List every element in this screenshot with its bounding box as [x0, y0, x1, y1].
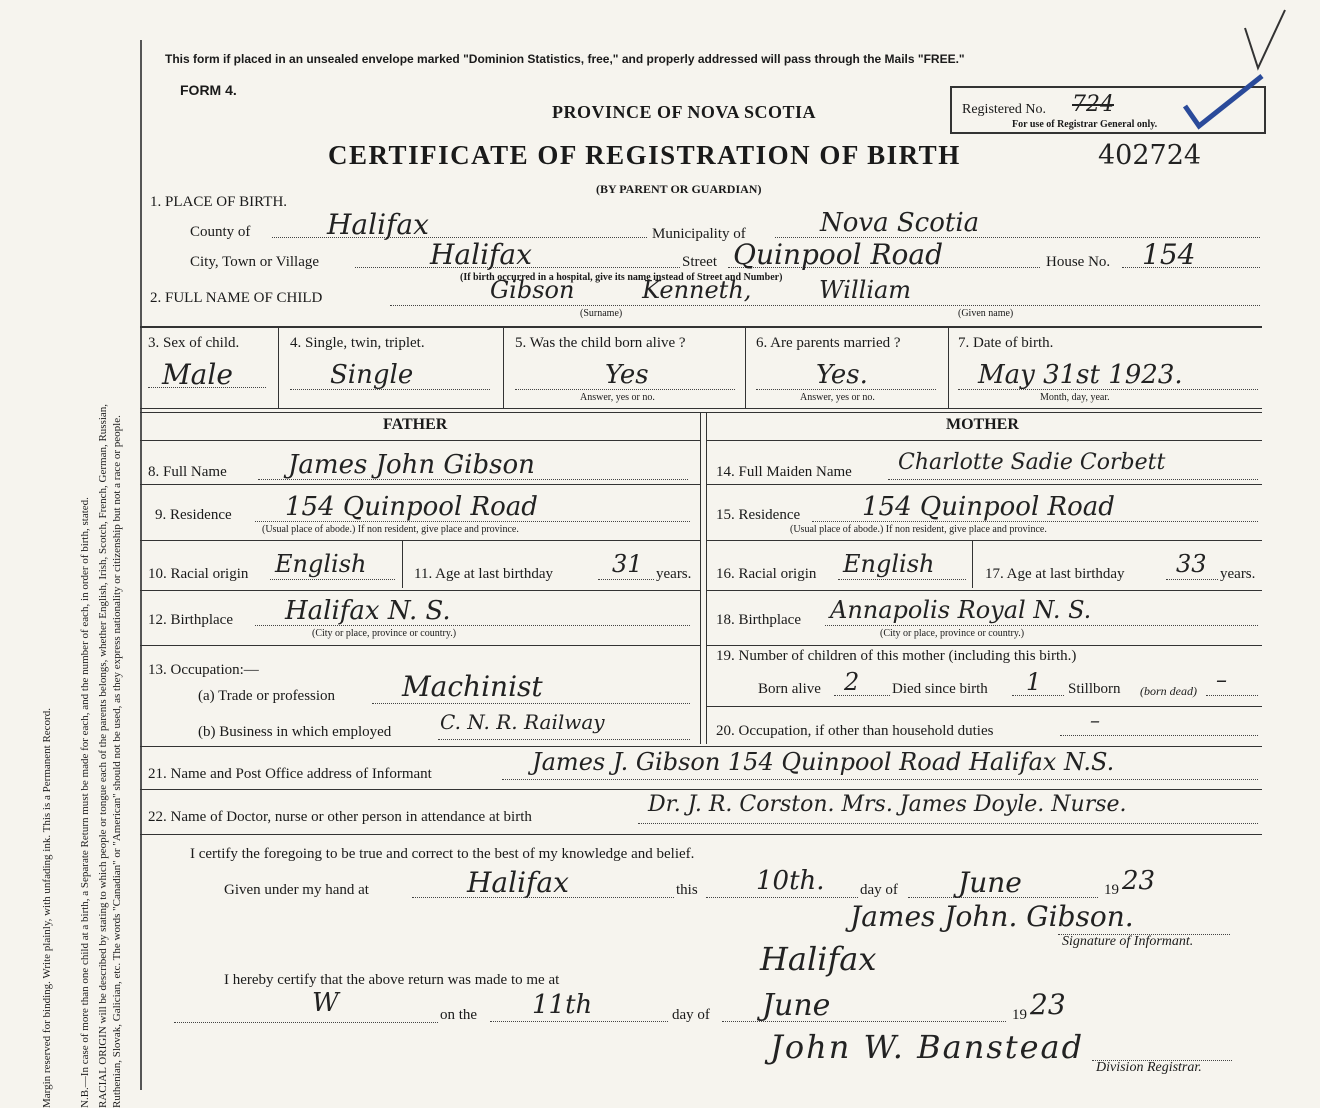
hospital-note: (If birth occurred in a hospital, give its name instead of Street and Number): [460, 272, 783, 283]
certify-dayof-label: day of: [860, 882, 898, 898]
divider: [140, 408, 1262, 409]
divider: [706, 484, 1262, 485]
margin-line-2: N.B.—In case of more than one child at a birth, a Separate Return must be made for each, and the number of each, in order of birth, stated.: [79, 497, 91, 1108]
mother-birthplace-value: Annapolis Royal N. S.: [825, 596, 1258, 626]
certify-statement: I certify the foregoing to be true and correct to the best of my knowledge and belief.: [190, 846, 695, 862]
born-alive-label: Born alive: [758, 681, 821, 697]
stillborn-note: (born dead): [1140, 684, 1197, 698]
registered-label: Registered No.: [962, 102, 1046, 117]
divider: [402, 540, 403, 588]
divider: [140, 440, 700, 441]
mail-notice: This form if placed in an unsealed envelope marked "Dominion Statistics, free," and properly addressed will pass through the Mails "FREE.": [165, 52, 965, 66]
divider: [706, 440, 1262, 441]
given-under-label: Given under my hand at: [224, 882, 369, 898]
street-label: Street: [682, 254, 717, 270]
registrar-year-prefix: 19: [1012, 1007, 1027, 1023]
divider: [140, 645, 700, 646]
divider: [706, 590, 1262, 591]
mother-race-label: 16. Racial origin: [716, 566, 817, 582]
signature-caption: Signature of Informant.: [1062, 934, 1194, 949]
single-label: 4. Single, twin, triplet.: [290, 335, 425, 351]
divider: [140, 590, 700, 591]
registrar-month: June: [722, 988, 1006, 1022]
mother-heading: MOTHER: [946, 416, 1019, 433]
mother-residence-label: 15. Residence: [716, 507, 801, 523]
margin-line-1: Margin reserved for binding. Write plainly, with unfading ink. This is a Permanent Record.: [41, 708, 53, 1108]
father-birthplace-label: 12. Birthplace: [148, 612, 233, 628]
form-number: FORM 4.: [180, 82, 237, 98]
child-name-label: 2. FULL NAME OF CHILD: [150, 290, 323, 306]
mother-age-label: 17. Age at last birthday: [985, 566, 1125, 582]
alive-value: Yes: [515, 360, 735, 390]
mother-name-label: 14. Full Maiden Name: [716, 464, 852, 480]
mother-name-value: Charlotte Sadie Corbett: [888, 450, 1258, 480]
city-label: City, Town or Village: [190, 254, 320, 270]
certify-day: 10th.: [706, 866, 858, 898]
divider: [278, 326, 279, 408]
died-value: 1: [1012, 668, 1064, 696]
divider: [706, 540, 1262, 541]
stillborn-label: Stillborn: [1068, 681, 1121, 697]
registrar-note: For use of Registrar General only.: [1012, 119, 1158, 130]
checkmark-icon: [1177, 68, 1267, 138]
registrar-year: 23: [1030, 988, 1066, 1021]
child-surname: Gibson: [490, 276, 575, 304]
divider: [140, 540, 700, 541]
doctor-value: Dr. J. R. Corston. Mrs. James Doyle. Nurse.: [638, 792, 1258, 824]
mother-birthplace-note: (City or place, province or country.): [880, 628, 1025, 639]
mother-residence-value: 154 Quinpool Road: [812, 492, 1258, 522]
born-alive-value: 2: [834, 668, 890, 696]
certify-year-prefix: 19: [1104, 882, 1119, 898]
mother-birthplace-label: 18. Birthplace: [716, 612, 801, 628]
registrar-statement: I hereby certify that the above return was made to me at: [224, 972, 560, 988]
divider: [706, 706, 1262, 707]
trade-value: Machinist: [372, 670, 690, 704]
father-race-label: 10. Racial origin: [148, 566, 249, 582]
married-value: Yes.: [756, 360, 936, 390]
certify-place: Halifax: [412, 866, 674, 898]
married-label: 6. Are parents married ?: [756, 335, 901, 351]
registered-box: [950, 86, 1266, 134]
died-label: Died since birth: [892, 681, 988, 697]
father-residence-value: 154 Quinpool Road: [255, 492, 690, 522]
mother-occupation-label: 20. Occupation, if other than household duties: [716, 723, 994, 739]
municipality-label: Municipality of: [652, 226, 746, 242]
father-heading: FATHER: [383, 416, 448, 433]
given-note: (Given name): [958, 308, 1014, 319]
registrar-signature: John W. Banstead: [770, 1028, 1085, 1066]
divider: [972, 540, 973, 588]
place-of-birth-heading: 1. PLACE OF BIRTH.: [150, 194, 288, 210]
father-race-value: English: [270, 550, 395, 580]
divider: [140, 789, 1262, 790]
children-count-label: 19. Number of children of this mother (including this birth.): [716, 648, 1077, 664]
county-label: County of: [190, 224, 251, 240]
margin-line-4: Ruthenian, Slovak, Galician, etc. The words "Canadian" or "American" should not be used, as they express nationality or citizenship but not a race or people.: [111, 415, 123, 1108]
business-value: C. N. R. Railway: [438, 710, 690, 740]
divider: [745, 326, 746, 408]
mother-occupation-value: –: [1060, 708, 1258, 736]
father-residence-label: 9. Residence: [155, 507, 232, 523]
certificate-number: 402724: [1098, 140, 1202, 171]
divider: [948, 326, 949, 408]
divider: [706, 412, 707, 744]
informant-signature: James John. Gibson.: [850, 900, 1134, 933]
divider: [140, 746, 1262, 747]
mother-race-value: English: [838, 550, 966, 580]
stillborn-value: –: [1206, 668, 1258, 696]
registered-number: 724: [1072, 92, 1114, 117]
pencil-check-icon: [1240, 8, 1290, 78]
dob-note: Month, day, year.: [1040, 392, 1110, 403]
municipality-value: Nova Scotia: [775, 208, 1260, 238]
subtitle: (BY PARENT OR GUARDIAN): [596, 182, 762, 196]
father-occupation-label: 13. Occupation:—: [148, 662, 259, 678]
divider: [503, 326, 504, 408]
father-residence-note: (Usual place of abode.) If non resident, give place and province.: [262, 524, 519, 535]
alive-label: 5. Was the child born alive ?: [515, 335, 686, 351]
informant-label: 21. Name and Post Office address of Informant: [148, 766, 432, 782]
father-name-label: 8. Full Name: [148, 464, 227, 480]
city-value: Halifax: [355, 238, 680, 268]
margin-line-3: RACIAL ORIGIN will be described by stating to which people or tongue each of the parents belongs, whether English, Irish, Scotch, French, German, Russian,: [97, 403, 109, 1108]
dob-value: May 31st 1923.: [958, 360, 1258, 390]
this-label: this: [676, 882, 698, 898]
single-value: Single: [290, 360, 490, 390]
divider: [140, 484, 700, 485]
margin-instructions: [40, 68, 135, 1108]
mother-residence-note: (Usual place of abode.) If non resident, give place and province.: [790, 524, 1047, 535]
divider: [140, 326, 1262, 328]
trade-label: (a) Trade or profession: [198, 688, 336, 704]
binding-line: [140, 40, 142, 1090]
father-age-label: 11. Age at last birthday: [414, 566, 553, 582]
divider: [140, 412, 1262, 413]
dob-label: 7. Date of birth.: [958, 335, 1054, 351]
mother-years: years.: [1220, 566, 1256, 582]
county-value: Halifax: [272, 208, 647, 238]
province-heading: PROVINCE OF NOVA SCOTIA: [552, 102, 817, 122]
father-age-value: 31: [598, 550, 654, 580]
alive-note: Answer, yes or no.: [580, 392, 655, 403]
business-label: (b) Business in which employed: [198, 724, 392, 740]
divider: [706, 645, 1262, 646]
married-note: Answer, yes or no.: [800, 392, 875, 403]
mother-age-value: 33: [1166, 550, 1218, 580]
surname-note: (Surname): [580, 308, 623, 319]
registrar-day: 11th: [490, 990, 668, 1022]
house-value: 154: [1122, 238, 1260, 268]
child-name-value: [390, 276, 1260, 306]
registrar-extra: W: [312, 988, 339, 1018]
certificate-title: CERTIFICATE OF REGISTRATION OF BIRTH: [328, 140, 961, 170]
sex-value: Male: [148, 358, 266, 388]
doctor-label: 22. Name of Doctor, nurse or other person in attendance at birth: [148, 809, 532, 825]
father-name-value: James John Gibson: [258, 450, 688, 480]
registrar-caption: Division Registrar.: [1096, 1060, 1202, 1075]
certify-month: June: [908, 866, 1098, 898]
father-birthplace-value: Halifax N. S.: [255, 596, 690, 626]
divider: [174, 1022, 438, 1023]
certify-year: 23: [1122, 866, 1156, 896]
street-value: Quinpool Road: [728, 238, 1040, 268]
registrar-dayof-label: day of: [672, 1007, 710, 1023]
registrar-place: Halifax: [760, 940, 877, 978]
divider: [700, 412, 701, 744]
divider: [140, 834, 1262, 835]
sex-label: 3. Sex of child.: [148, 335, 240, 351]
father-years: years.: [656, 566, 692, 582]
informant-value: James J. Gibson 154 Quinpool Road Halifax N.S.: [502, 748, 1258, 780]
father-birthplace-note: (City or place, province or country.): [312, 628, 457, 639]
registrar-on-label: on the: [440, 1007, 478, 1023]
child-given: Kenneth, William: [642, 276, 912, 304]
house-label: House No.: [1046, 254, 1111, 270]
